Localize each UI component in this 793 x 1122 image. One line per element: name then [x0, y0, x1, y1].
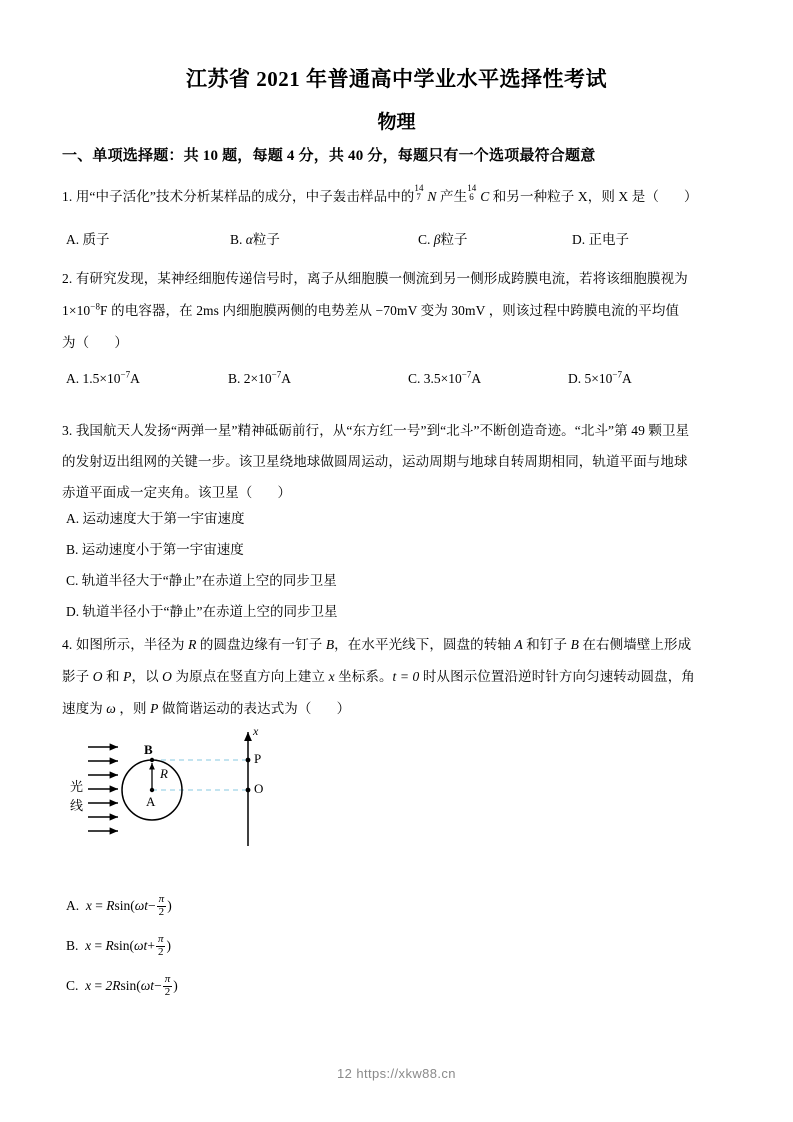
point-O-label: O — [92, 669, 103, 684]
center-point-a — [150, 788, 154, 792]
isotope-nitrogen-14: 14 7 — [414, 182, 424, 203]
question-4-number: 4. — [62, 637, 73, 652]
greek-alpha-symbol: α — [245, 232, 253, 247]
formula-amplitude: R — [106, 898, 115, 914]
question-2-option-d[interactable] — [568, 371, 632, 387]
question-4-option-c[interactable] — [66, 975, 178, 999]
footer-watermark: 12 https://xkw88.cn — [337, 1066, 456, 1081]
point-P-label-2: P — [150, 701, 159, 716]
question-1-stem-part2: 产生 — [440, 189, 468, 204]
question-4-line-1 — [62, 630, 691, 660]
formula-lhs: x — [85, 978, 92, 994]
formula-lhs: x — [85, 898, 92, 914]
label-axis-x: x — [253, 724, 259, 738]
q4-l2-a: 影子 — [62, 669, 93, 684]
option-text: 粒子 — [440, 232, 468, 247]
question-3-text: 我国航天人发扬“两弹一星”精神砥砺前行，从“东方红一号”到“北斗”不断创造奇迹。“北斗”第 49 颗卫星 — [75, 423, 690, 438]
formula-sin: sin( — [113, 938, 135, 954]
angular-velocity-symbol: ω — [106, 701, 116, 716]
question-2-line-1 — [62, 264, 688, 294]
option-label: D. — [66, 604, 80, 619]
point-B-label-2: B — [570, 637, 579, 652]
light-label-char-2: 线 — [70, 798, 84, 813]
formula-phase-fraction: $\frac{\pi}{2}$ — [158, 893, 165, 918]
formula-phase-fraction: $\frac{\pi}{2}$ — [157, 933, 164, 958]
question-2-option-b[interactable] — [228, 371, 291, 387]
option-label: A. — [66, 898, 80, 914]
question-1-number: 1. — [62, 189, 73, 204]
question-1-stem-part1: 用“中子活化”技术分析某样品的成分，中子轰击样品中的 — [75, 189, 415, 204]
page-title: 江苏省 2021 年普通高中学业水平选择性考试 — [186, 67, 607, 91]
question-3-text-end: 赤道平面成一定夹角。该卫星（ — [62, 485, 253, 500]
question-1-stem-part3: 和另一种粒子 X，则 X 是（ — [492, 189, 659, 204]
question-3-line-2 — [62, 447, 688, 477]
question-2-line-2 — [62, 296, 679, 326]
question-1-option-a[interactable] — [66, 228, 110, 248]
formula-amplitude: 2R — [105, 978, 121, 994]
label-point-o: O — [254, 781, 264, 796]
rotating-disk-figure — [70, 718, 300, 853]
light-label-char-1: 光 — [70, 779, 84, 794]
question-3-paren-close: ） — [277, 485, 292, 500]
question-2-text-cont: F 的电容器，在 2ms 内细胞膜两侧的电势差从 −70mV 变为 30mV ，则该过程中跨膜电流的平均值 — [100, 303, 680, 318]
label-point-a: A — [146, 794, 156, 809]
question-4-option-a[interactable] — [66, 895, 172, 919]
option-label: A. — [66, 511, 80, 526]
option-label: C. — [408, 371, 421, 386]
nail-point-b — [150, 758, 154, 762]
option-unit: A — [281, 371, 291, 386]
option-exponent: −7 — [271, 369, 282, 380]
formula-sin: sin( — [120, 978, 141, 994]
point-P-label: P — [123, 669, 132, 684]
formula-omega-t: ωt — [134, 898, 149, 914]
formula-equals: = — [94, 978, 103, 994]
option-unit: A — [621, 371, 632, 386]
option-label: B. — [66, 938, 79, 954]
question-4-option-b[interactable] — [66, 935, 171, 959]
capacitance-exponent: −8 — [90, 301, 101, 312]
q4-text-a: 如图所示，半径为 — [75, 637, 189, 652]
question-3-line-1 — [62, 416, 689, 446]
option-label: B. — [230, 232, 243, 247]
formula-omega-t: ωt — [134, 938, 148, 954]
q4-l2-b: 和 — [102, 669, 124, 684]
formula-sign: + — [147, 938, 155, 954]
q4-l2-e: 坐标系。 — [334, 669, 393, 684]
isotope-carbon-symbol: C — [480, 189, 490, 204]
question-3-option-b[interactable] — [66, 538, 244, 558]
question-3-option-d[interactable] — [66, 600, 337, 620]
question-2-line-3 — [62, 328, 128, 358]
option-unit: A — [471, 371, 482, 386]
formula-close-paren: ) — [167, 898, 172, 914]
option-text: 轨道半径小于“静止”在赤道上空的同步卫星 — [82, 604, 338, 619]
question-1-stem-part4: ） — [684, 189, 698, 204]
option-label: D. — [572, 232, 586, 247]
option-text: 运动速度大于第一宇宙速度 — [82, 511, 245, 526]
option-label: A. — [66, 371, 80, 386]
option-text: 质子 — [82, 232, 110, 247]
q4-l2-d: 为原点在竖直方向上建立 — [172, 669, 329, 684]
question-2-number: 2. — [62, 271, 73, 286]
shadow-point-p — [246, 758, 251, 763]
variable-R: R — [188, 637, 197, 652]
q4-l3-c: 做简谐运动的表达式为（ — [158, 701, 312, 716]
greek-beta-symbol: β — [433, 232, 441, 247]
question-3-text-cont: 的发射迈出组网的关键一步。该卫星绕地球做圆周运动，运动周期与地球自转周期相同，轨道平面与地球 — [62, 454, 688, 469]
option-text: 轨道半径大于“静止”在赤道上空的同步卫星 — [81, 573, 337, 588]
question-2-option-c[interactable] — [408, 371, 481, 387]
isotope-nitrogen-symbol: N — [427, 189, 437, 204]
point-O-label-2: O — [162, 669, 173, 684]
formula-amplitude: R — [105, 938, 114, 954]
formula-equals: = — [94, 938, 103, 954]
q4-text-c: ，在水平光线下，圆盘的转轴 — [334, 637, 515, 652]
light-rays-group — [88, 747, 118, 831]
isotope-carbon-14: 14 6 — [467, 182, 477, 203]
formula-sign: − — [154, 978, 162, 994]
option-exponent: −7 — [612, 369, 622, 380]
time-zero-label: t = 0 — [392, 669, 420, 684]
question-3-option-c[interactable] — [66, 569, 337, 589]
option-label: C. — [66, 978, 79, 994]
question-3-line-3 — [62, 478, 291, 508]
q4-l2-c: ，以 — [131, 669, 163, 684]
option-text: 粒子 — [252, 232, 280, 247]
formula-close-paren: ) — [173, 978, 178, 994]
option-mantissa: 3.5×10 — [423, 371, 462, 386]
formula-lhs: x — [85, 938, 92, 954]
option-label: C. — [66, 573, 79, 588]
formula-sign: − — [148, 898, 156, 914]
question-2-paren-close: ） — [114, 335, 128, 350]
question-1-stem — [62, 182, 698, 212]
q4-text-e: 在右侧墙壁上形成 — [578, 637, 692, 652]
formula-sin: sin( — [114, 898, 135, 914]
q4-paren-close: ） — [336, 701, 351, 716]
section-heading: 一、单项选择题：共 10 题，每题 4 分，共 40 分，每题只有一个选项最符合题意 — [62, 148, 596, 164]
question-1-option-d[interactable] — [572, 228, 629, 248]
label-point-p: P — [254, 751, 262, 766]
formula-close-paren: ) — [166, 938, 171, 954]
question-4-line-2 — [62, 662, 695, 692]
option-text: 正电子 — [588, 232, 629, 247]
question-1-option-c[interactable] — [418, 228, 468, 248]
option-label: D. — [568, 371, 582, 386]
q4-text-b: 的圆盘边缘有一钉子 — [196, 637, 326, 652]
option-mantissa: 1.5×10 — [82, 371, 121, 386]
question-1-option-b[interactable] — [230, 228, 280, 248]
option-unit: A — [130, 371, 140, 386]
page-subtitle: 物理 — [377, 112, 416, 133]
shadow-point-o — [246, 788, 251, 793]
option-label: B. — [66, 542, 79, 557]
option-label: B. — [228, 371, 241, 386]
capacitance-value: 1×10 — [62, 303, 91, 318]
label-point-b: B — [144, 742, 153, 757]
option-text: 运动速度小于第一宇宙速度 — [81, 542, 244, 557]
figure-svg — [70, 718, 300, 853]
q4-l2-f: 时从图示位置沿逆时针方向匀速转动圆盘，角 — [419, 669, 695, 684]
option-mantissa: 2×10 — [243, 371, 272, 386]
question-2-option-a[interactable] — [66, 371, 140, 387]
label-radius-r: R — [160, 766, 168, 781]
option-label: A. — [66, 232, 80, 247]
option-mantissa: 5×10 — [584, 371, 613, 386]
formula-omega-t: ωt — [140, 978, 155, 994]
q4-l3-b: ，则 — [115, 701, 151, 716]
option-exponent: −7 — [461, 369, 472, 380]
option-exponent: −7 — [120, 369, 131, 380]
question-2-text-end: 为（ — [62, 335, 90, 350]
formula-equals: = — [95, 898, 103, 914]
point-A-label: A — [514, 637, 523, 652]
point-B-label: B — [325, 637, 335, 652]
option-label: C. — [418, 232, 431, 247]
formula-phase-fraction: $\frac{\pi}{2}$ — [164, 973, 171, 998]
q4-l3-a: 速度为 — [62, 701, 107, 716]
question-3-number: 3. — [62, 423, 73, 438]
question-2-text: 有研究发现，某神经细胞传递信号时，离子从细胞膜一侧流到另一侧形成跨膜电流，若将该细胞膜视为 — [75, 271, 688, 286]
question-3-option-a[interactable] — [66, 507, 245, 527]
axis-x-label: x — [328, 669, 335, 684]
q4-text-d: 和钉子 — [522, 637, 571, 652]
